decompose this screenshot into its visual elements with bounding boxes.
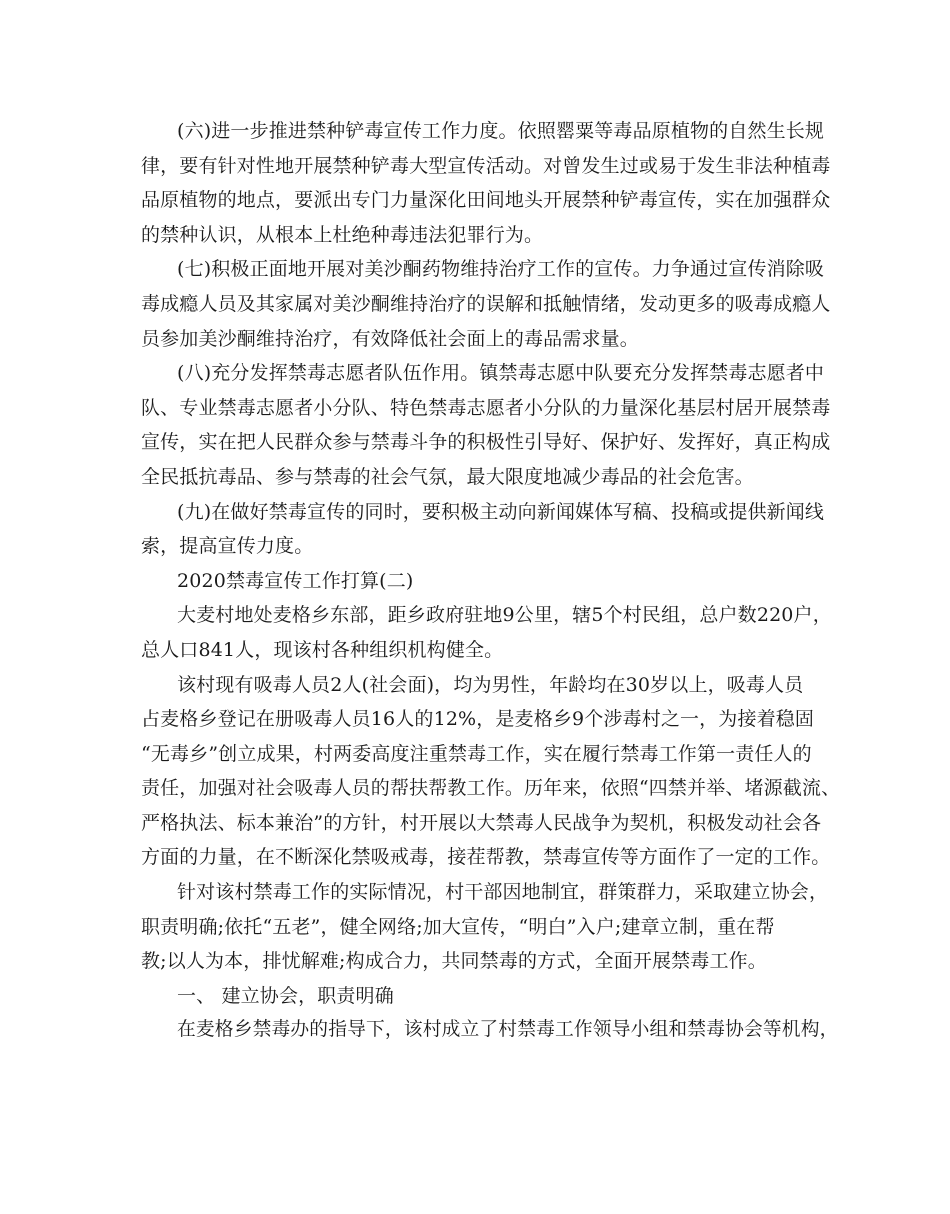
text-line: 宣传，实在把人民群众参与禁毒斗争的积极性引导好、保护好、发挥好，真正构成: [141, 431, 831, 454]
text-line: 的禁种认识，从根本上杜绝种毒违法犯罪行为。: [141, 223, 544, 246]
text-line: (九)在做好禁毒宣传的同时，要积极主动向新闻媒体写稿、投稿或提供新闻线: [177, 500, 825, 523]
text-line: 2020禁毒宣传工作打算(二): [177, 569, 414, 592]
text-line: 职责明确;依托“五老”，健全网络;加大宣传，“明白”入户;建章立制，重在帮: [141, 915, 775, 938]
text-line: 律，要有针对性地开展禁种铲毒大型宣传活动。对曾发生过或易于发生非法种植毒: [141, 154, 831, 177]
text-line: 队、专业禁毒志愿者小分队、特色禁毒志愿者小分队的力量深化基层村居开展禁毒: [141, 396, 831, 419]
text-line: 一、 建立协会，职责明确: [177, 984, 394, 1007]
text-line: (八)充分发挥禁毒志愿者队伍作用。镇禁毒志愿中队要充分发挥禁毒志愿者中: [177, 362, 825, 385]
text-line: “无毒乡”创立成果，村两委高度注重禁毒工作，实在履行禁毒工作第一责任人的: [141, 742, 812, 765]
text-line: 大麦村地处麦格乡东部，距乡政府驻地9公里，辖5个村民组，总户数220户，: [177, 604, 832, 627]
text-line: 索，提高宣传力度。: [141, 535, 314, 558]
text-line: 针对该村禁毒工作的实际情况，村干部因地制宜，群策群力，采取建立协会，: [177, 881, 829, 904]
text-line: (七)积极正面地开展对美沙酮药物维持治疗工作的宣传。力争通过宣传消除吸: [177, 258, 825, 281]
text-line: 方面的力量，在不断深化禁吸戒毒，接茬帮教，禁毒宣传等方面作了一定的工作。: [141, 846, 831, 869]
document-body: [141, 114, 841, 1048]
text-line: 在麦格乡禁毒办的指导下，该村成立了村禁毒工作领导小组和禁毒协会等机构，: [177, 1019, 839, 1041]
text-line: 该村现有吸毒人员2人(社会面)，均为男性，年龄均在30岁以上，吸毒人员: [177, 673, 804, 696]
text-line: 毒成瘾人员及其家属对美沙酮维持治疗的误解和抵触情绪，发动更多的吸毒成瘾人: [141, 292, 831, 315]
text-line: 教;以人为本，排忧解难;构成合力，共同禁毒的方式，全面开展禁毒工作。: [141, 950, 767, 973]
text-line: 总人口841人，现该村各种组织机构健全。: [141, 638, 504, 661]
text-line: 员参加美沙酮维持治疗，有效降低社会面上的毒品需求量。: [141, 327, 639, 350]
text-line: 占麦格乡登记在册吸毒人员16人的12%，是麦格乡9个涉毒村之一，为接着稳固: [141, 708, 815, 731]
text-line: 严格执法、标本兼治”的方针，村开展以大禁毒人民战争为契机，积极发动社会各: [141, 811, 822, 834]
text-line: (六)进一步推进禁种铲毒宣传工作力度。依照罂粟等毒品原植物的自然生长规: [177, 120, 825, 142]
text-line: 全民抵抗毒品、参与禁毒的社会气氛，最大限度地减少毒品的社会危害。: [141, 465, 754, 488]
text-line: 品原植物的地点，要派出专门力量深化田间地头开展禁种铲毒宣传，实在加强群众: [141, 189, 831, 212]
text-line: 责任，加强对社会吸毒人员的帮扶帮教工作。历年来，依照“四禁并举、堵源截流、: [141, 777, 841, 800]
